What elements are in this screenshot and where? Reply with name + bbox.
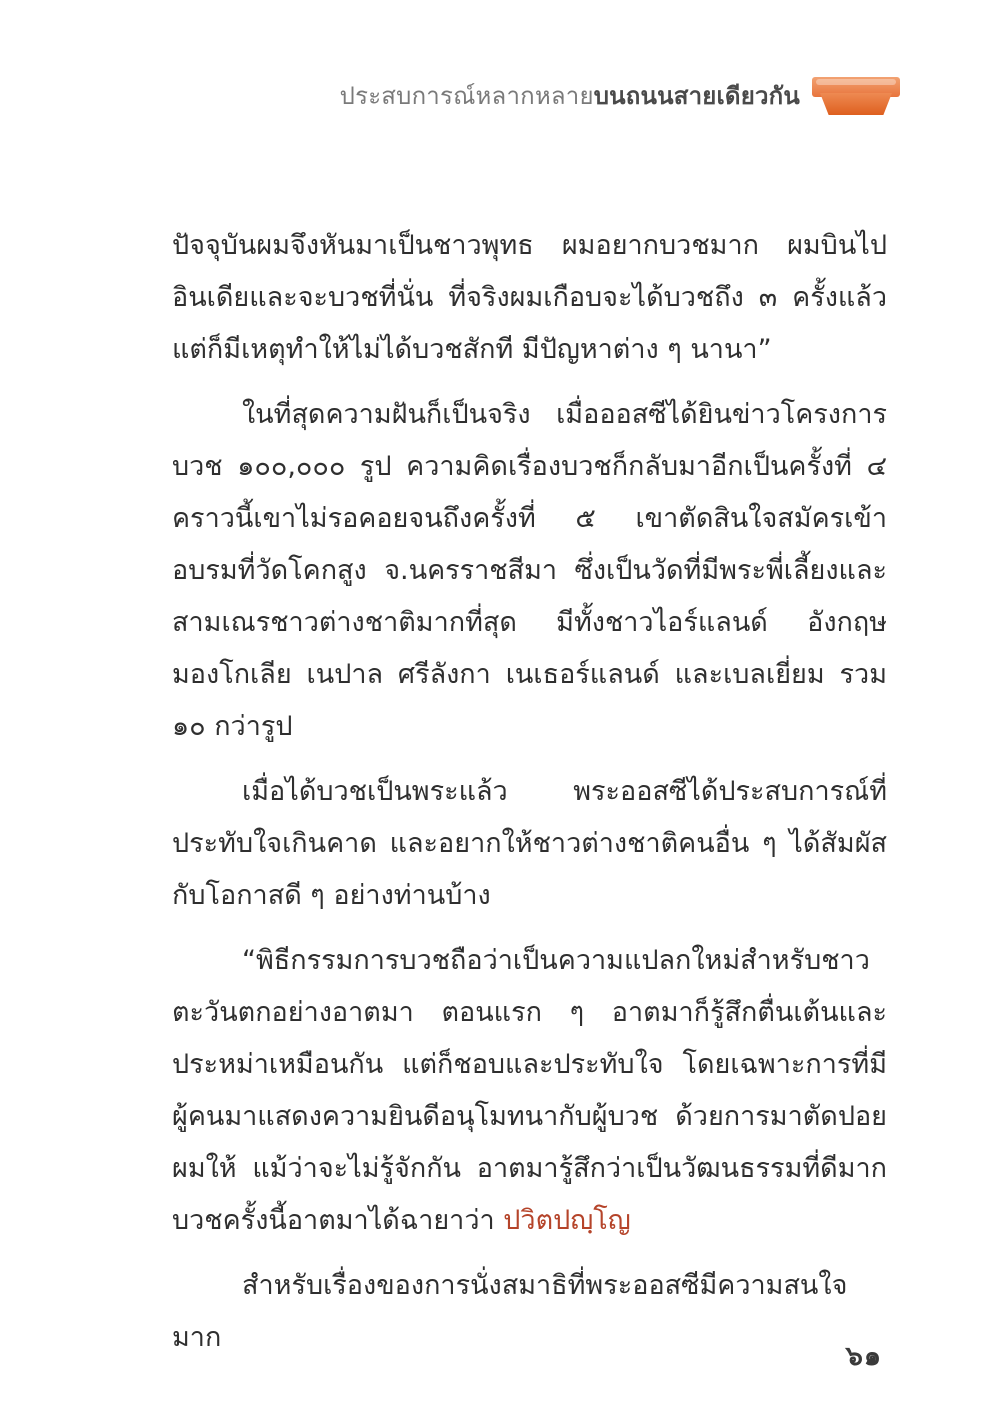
monk-name-highlight: ปวิตปญฺโญ: [503, 1205, 631, 1236]
page-number: ๖๑: [845, 1341, 882, 1372]
header-title-bold: บนถนนสายเดียวกัน: [593, 81, 800, 110]
paragraph-1: ปัจจุบันผมจึงหันมาเป็นชาวพุทธ ผมอยากบวชมาก ผมบินไปอินเดียและจะบวชที่นั่น ที่จริงผมเกือบจะได้บวชถึง ๓ ครั้งแล้ว แต่ก็มีเหตุทำให้ไม่ได้บวชสักที มีปัญหาต่าง ๆ นานา”: [172, 230, 887, 365]
body-text: [172, 220, 887, 1377]
running-header: [340, 70, 900, 120]
paragraph-4: [172, 935, 887, 1247]
bookmark-tab-icon: [812, 71, 900, 119]
running-header-title: [340, 76, 800, 115]
header-title-light: ประสบการณ์หลากหลาย: [339, 81, 594, 110]
paragraph-4-text: “พิธีกรรมการบวชถือว่าเป็นความแปลกใหม่สำหรับชาวตะวันตกอย่างอาตมา ตอนแรก ๆ อาตมาก็รู้สึกตื่นเต้นและประหม่าเหมือนกัน แต่ก็ชอบและประทับใจ โดยเฉพาะการที่มีผู้คนมาแสดงความยินดีอนุโมทนากับผู้บวช ด้วยการมาตัดปอยผมให้ แม้ว่าจะไม่รู้จักกัน อาตมารู้สึกว่าเป็นวัฒนธรรมที่ดีมาก บวชครั้งนี้อาตมาได้ฉายาว่า: [172, 945, 887, 1236]
paragraph-2: ในที่สุดความฝันก็เป็นจริง เมื่อออสซีได้ยินข่าวโครงการบวช ๑๐๐,๐๐๐ รูป ความคิดเรื่องบวชก็กลับมาอีกเป็นครั้งที่ ๔ คราวนี้เขาไม่รอคอยจนถึงครั้งที่ ๕ เขาตัดสินใจสมัครเข้าอบรมที่วัดโคกสูง จ.นครราชสีมา ซึ่งเป็นวัดที่มีพระพี่เลี้ยงและสามเณรชาวต่างชาติมากที่สุด มีทั้งชาวไอร์แลนด์ อังกฤษ มองโกเลีย เนปาล ศรีลังกา เนเธอร์แลนด์ และเบลเยี่ยม รวม ๑๐ กว่ารูป: [172, 399, 887, 742]
paragraph-5: สำหรับเรื่องของการนั่งสมาธิที่พระออสซีมีความสนใจมาก: [172, 1270, 848, 1353]
paragraph-3: เมื่อได้บวชเป็นพระแล้ว พระออสซีได้ประสบการณ์ที่ประทับใจเกินคาด และอยากให้ชาวต่างชาติคนอื่น ๆ ได้สัมผัสกับโอกาสดี ๆ อย่างท่านบ้าง: [172, 776, 887, 911]
